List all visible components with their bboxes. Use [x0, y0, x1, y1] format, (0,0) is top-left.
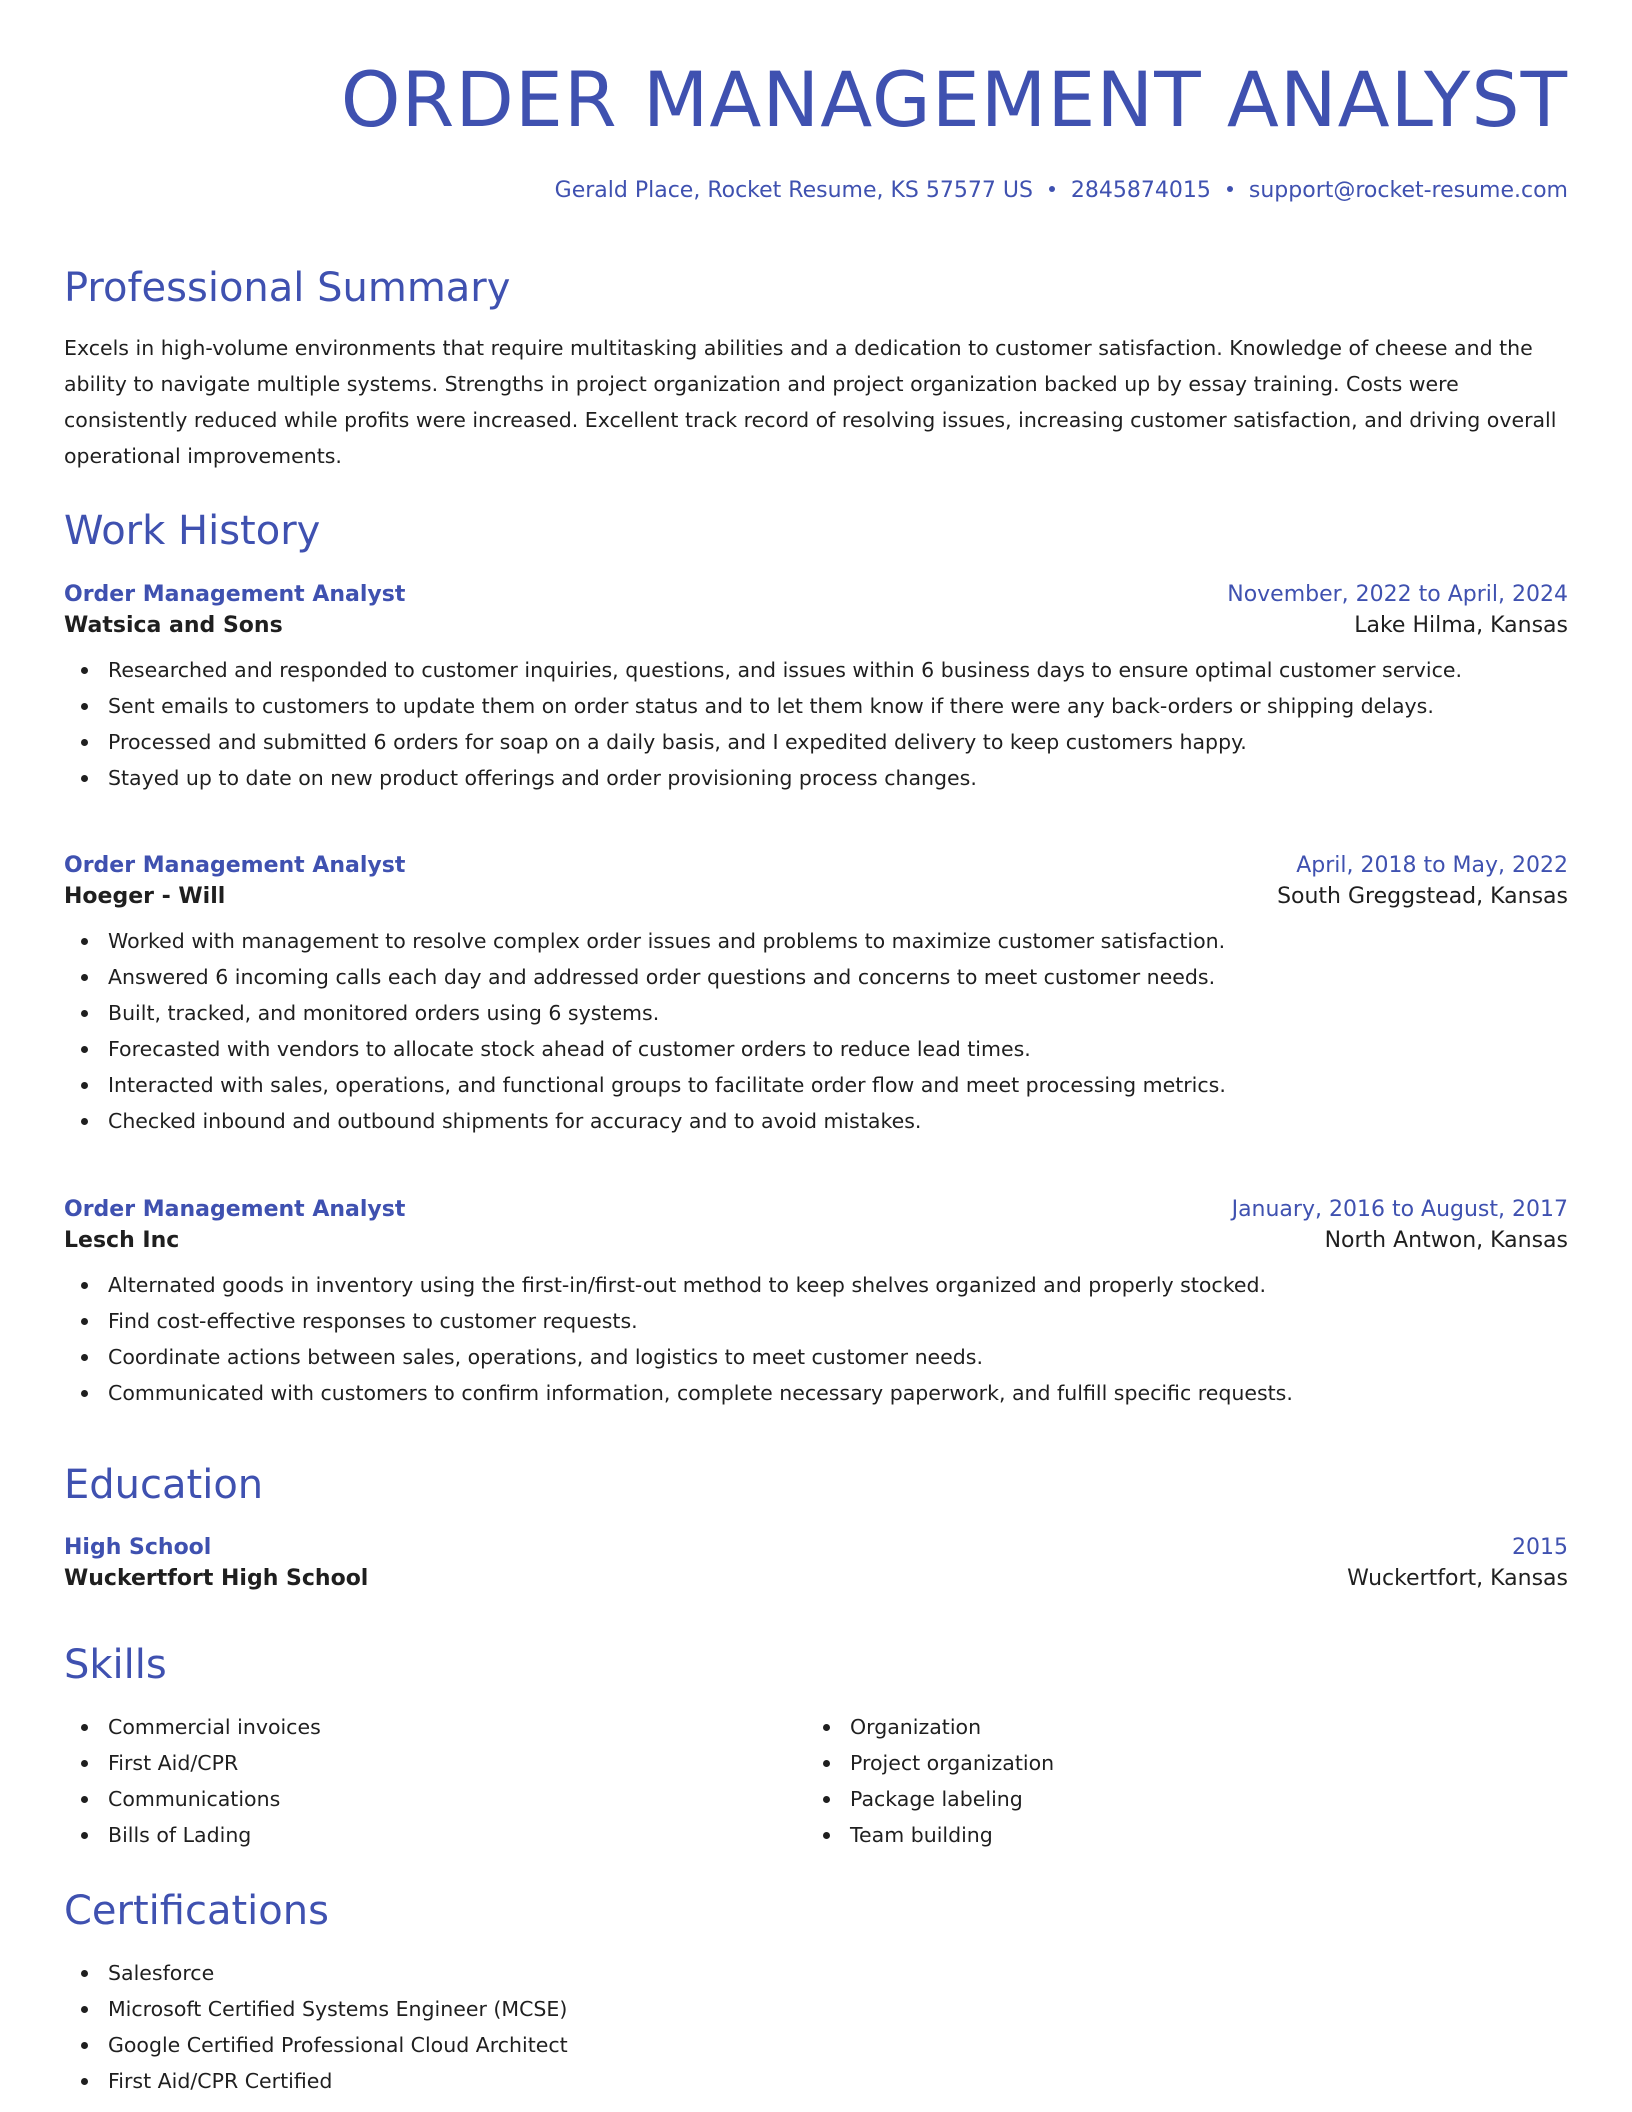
list-item: Coordinate actions between sales, operations, and logistics to meet customer needs. [64, 1339, 1568, 1375]
job-location: Lake Hilma, Kansas [1354, 613, 1568, 638]
list-item: Processed and submitted 6 orders for soap on a daily basis, and I expedited delivery to keep customers happy. [64, 724, 1568, 760]
certifications-section [64, 1888, 1568, 1934]
list-item: Communicated with customers to confirm information, complete necessary paperwork, and fulfill specific requests. [64, 1375, 1568, 1411]
separator-dot-icon [1049, 186, 1055, 192]
job-location: North Antwon, Kansas [1324, 1228, 1568, 1253]
job-dates: January, 2016 to August, 2017 [1231, 1197, 1568, 1222]
section-title-summary: Professional Summary [64, 265, 511, 311]
list-item: Google Certified Professional Cloud Architect [64, 2027, 1568, 2063]
list-item: Checked inbound and outbound shipments for accuracy and to avoid mistakes. [64, 1103, 1568, 1139]
job-company: Lesch Inc [64, 1228, 180, 1253]
job-bullets [64, 923, 1568, 1139]
job-dates: November, 2022 to April, 2024 [1227, 582, 1568, 607]
list-item: Project organization [806, 1745, 1548, 1781]
resume-header [64, 55, 1568, 203]
job-title: Order Management Analyst [64, 582, 406, 607]
skills-list-left [64, 1709, 806, 1853]
certifications-entry [64, 1955, 1568, 2099]
list-item: Sent emails to customers to update them on order status and to let them know if there were any back-orders or shipping delays. [64, 688, 1568, 724]
list-item: Find cost-effective responses to customer requests. [64, 1303, 1568, 1339]
list-item: Alternated goods in inventory using the first-in/first-out method to keep shelves organized and properly stocked. [64, 1267, 1568, 1303]
job-bullets [64, 1267, 1568, 1411]
list-item: Commercial invoices [64, 1709, 806, 1745]
job-company: Hoeger - Will [64, 884, 226, 909]
list-item: Built, tracked, and monitored orders using 6 systems. [64, 995, 1568, 1031]
list-item: Interacted with sales, operations, and functional groups to facilitate order flow and meet processing metrics. [64, 1067, 1568, 1103]
contact-address: Gerald Place, Rocket Resume, KS 57577 US [554, 178, 1033, 203]
education-degree: High School [64, 1535, 212, 1560]
list-item: Salesforce [64, 1955, 1568, 1991]
resume-page [64, 0, 1568, 2093]
contact-email[interactable]: support@rocket-resume.com [1248, 178, 1568, 203]
list-item: Forecasted with vendors to allocate stock ahead of customer orders to reduce lead times. [64, 1031, 1568, 1067]
list-item: Bills of Lading [64, 1817, 806, 1853]
job-entry [64, 853, 1568, 1139]
list-item: Researched and responded to customer inquiries, questions, and issues within 6 business days to ensure optimal customer service. [64, 652, 1568, 688]
list-item: Worked with management to resolve complex order issues and problems to maximize customer satisfaction. [64, 923, 1568, 959]
job-bullets [64, 652, 1568, 796]
section-title-certifications: Certifications [64, 1888, 329, 1934]
summary-text: Excels in high-volume environments that require multitasking abilities and a dedication to customer satisfaction. Knowledge of cheese and the ability to navigate multiple systems. Strengths in project organization and project organization backed up by essay training. Costs were consistently reduced while profits were increased. Excellent track record of resolving issues, increasing customer satisfaction, and driving overall operational improvements. [64, 336, 1557, 468]
summary-section [64, 265, 1568, 474]
job-entry [64, 1197, 1568, 1411]
job-location: South Greggstead, Kansas [1277, 884, 1568, 909]
list-item: Microsoft Certified Systems Engineer (MCSE) [64, 1991, 1568, 2027]
list-item: Stayed up to date on new product offerings and order provisioning process changes. [64, 760, 1568, 796]
education-entry [64, 1535, 1568, 1591]
list-item: Package labeling [806, 1781, 1548, 1817]
skills-list-right [806, 1709, 1548, 1853]
skills-section [64, 1642, 1568, 1688]
job-dates: April, 2018 to May, 2022 [1296, 853, 1568, 878]
list-item: First Aid/CPR Certified [64, 2063, 1568, 2099]
list-item: Organization [806, 1709, 1548, 1745]
candidate-title: ORDER MANAGEMENT ANALYST [340, 55, 1568, 144]
job-title: Order Management Analyst [64, 853, 406, 878]
list-item: Answered 6 incoming calls each day and addressed order questions and concerns to meet customer needs. [64, 959, 1568, 995]
list-item: Communications [64, 1781, 806, 1817]
job-title: Order Management Analyst [64, 1197, 406, 1222]
skills-grid [64, 1709, 1568, 1853]
job-entry [64, 582, 1568, 796]
section-title-work: Work History [64, 508, 321, 554]
list-item: First Aid/CPR [64, 1745, 806, 1781]
separator-dot-icon [1227, 186, 1233, 192]
section-title-skills: Skills [64, 1642, 167, 1688]
education-year: 2015 [1512, 1535, 1568, 1560]
work-history-section [64, 508, 1568, 554]
certifications-list [64, 1955, 1568, 2099]
list-item: Team building [806, 1817, 1548, 1853]
contact-line [64, 180, 1568, 202]
education-school: Wuckertfort High School [64, 1566, 369, 1591]
section-title-education: Education [64, 1462, 264, 1508]
education-location: Wuckertfort, Kansas [1347, 1566, 1568, 1591]
education-section [64, 1462, 1568, 1508]
job-company: Watsica and Sons [64, 613, 283, 638]
contact-phone: 2845874015 [1070, 178, 1211, 203]
